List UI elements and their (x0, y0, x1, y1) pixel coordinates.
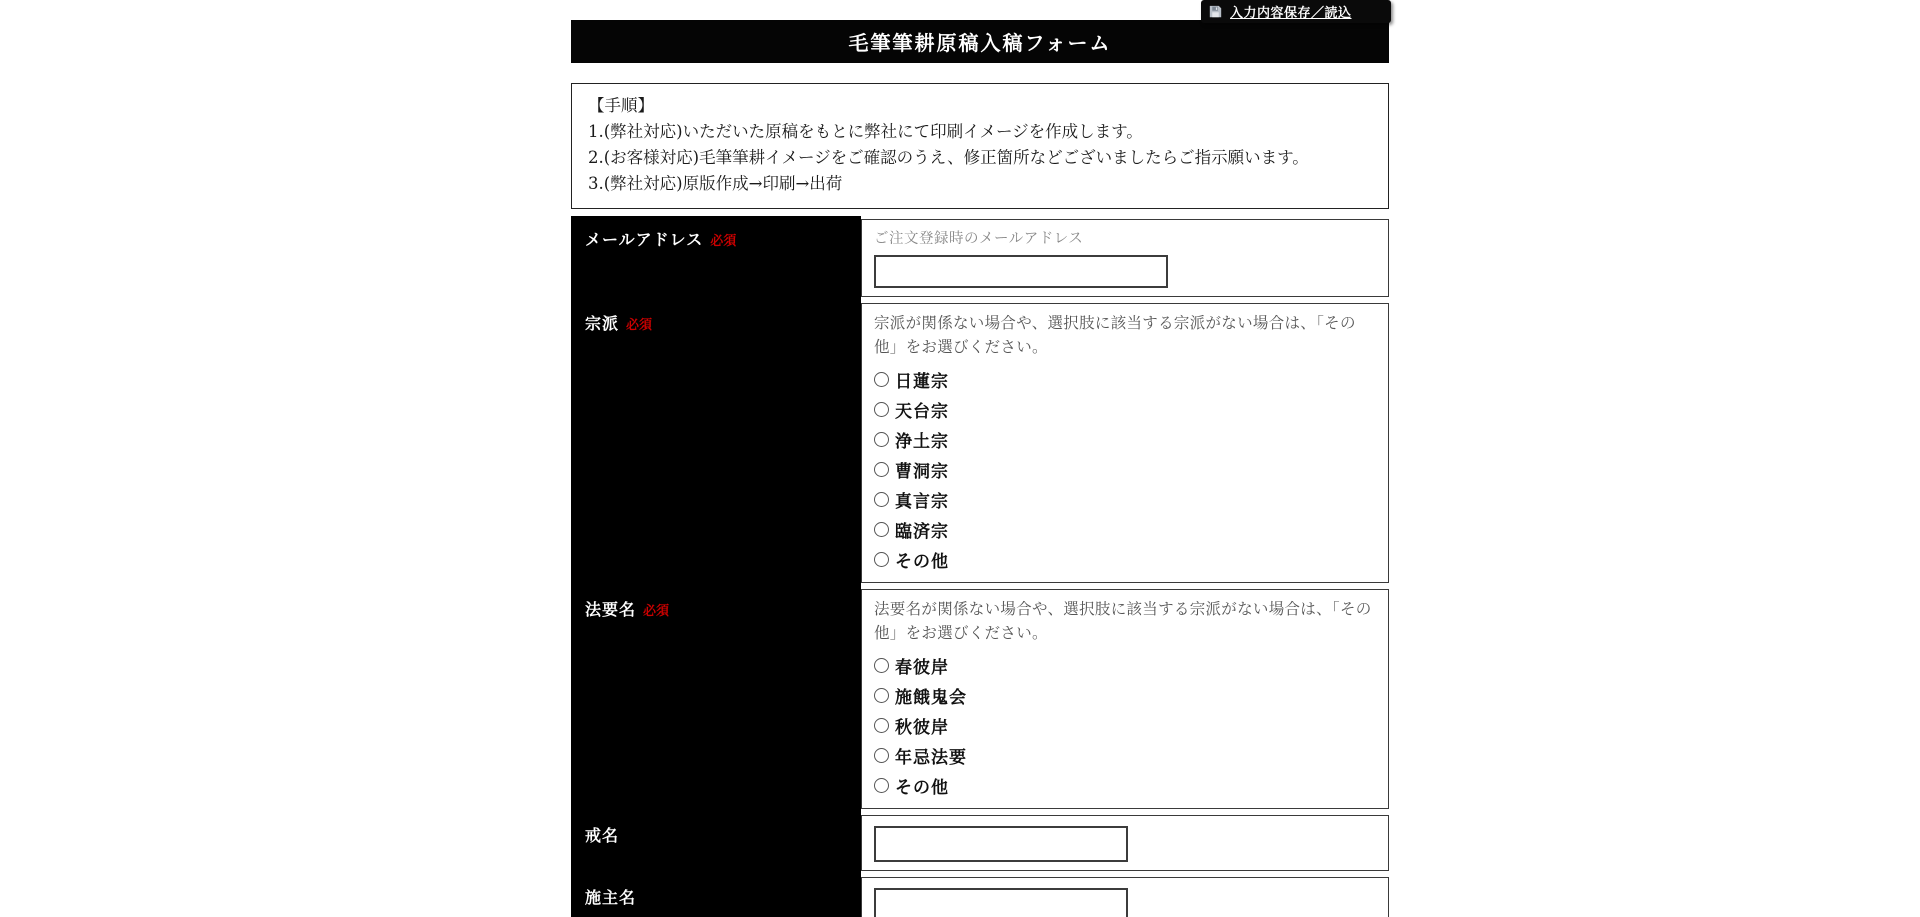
instruction-step: 2.(お客様対応)毛筆筆耕イメージをご確認のうえ、修正箇所などございましたらご指示願います。 (588, 148, 1309, 167)
radio-button[interactable] (874, 402, 889, 417)
instructions-heading: 【手順】 (588, 96, 654, 115)
radio-option[interactable] (874, 740, 1376, 770)
instruction-step: 1.(弊社対応)いただいた原稿をもとに弊社にて印刷イメージを作成します。 (588, 122, 1143, 141)
radio-label: 臨済宗 (895, 521, 949, 542)
form-row-sect (571, 300, 1389, 586)
radio-button[interactable] (874, 748, 889, 763)
form-row-email (571, 216, 1389, 300)
radio-option[interactable] (874, 514, 1376, 544)
radio-button[interactable] (874, 372, 889, 387)
radio-label: 日蓮宗 (895, 371, 949, 392)
instruction-step: 3.(弊社対応)原版作成→印刷→出荷 (588, 174, 843, 193)
radio-option[interactable] (874, 364, 1376, 394)
service-label: 法要名 (585, 600, 637, 619)
radio-label: 秋彼岸 (895, 717, 949, 738)
page-title: 毛筆筆耕原稿入稿フォーム (571, 20, 1389, 63)
radio-label: 曹洞宗 (895, 461, 949, 482)
radio-label: 天台宗 (895, 401, 949, 422)
required-badge: 必須 (643, 604, 670, 619)
kaimyo-field[interactable] (874, 826, 1128, 862)
radio-label: 年忌法要 (895, 747, 967, 768)
radio-option[interactable] (874, 454, 1376, 484)
kaimyo-label: 戒名 (585, 826, 620, 845)
form-row-kaimyo (571, 812, 1389, 874)
radio-label: 浄土宗 (895, 431, 949, 452)
required-badge: 必須 (626, 318, 653, 333)
sect-label: 宗派 (585, 314, 620, 333)
form-page-content (571, 0, 1389, 917)
service-content-cell (861, 589, 1389, 809)
radio-label: その他 (895, 777, 949, 798)
radio-button[interactable] (874, 552, 889, 567)
email-label: メールアドレス (585, 230, 704, 249)
donor-content-cell (861, 877, 1389, 917)
sect-content-cell (861, 303, 1389, 583)
email-label-cell (571, 216, 861, 300)
donor-field[interactable] (874, 888, 1128, 917)
radio-button[interactable] (874, 492, 889, 507)
radio-option[interactable] (874, 710, 1376, 740)
radio-option[interactable] (874, 650, 1376, 680)
radio-option[interactable] (874, 394, 1376, 424)
radio-label: 施餓鬼会 (895, 687, 967, 708)
sect-label-cell (571, 300, 861, 586)
radio-button[interactable] (874, 522, 889, 537)
radio-option[interactable] (874, 770, 1376, 800)
service-radio-group (874, 650, 1376, 800)
radio-button[interactable] (874, 658, 889, 673)
radio-option[interactable] (874, 484, 1376, 514)
save-load-button[interactable] (1201, 0, 1391, 23)
email-content-cell (861, 219, 1389, 297)
donor-label-cell (571, 874, 861, 917)
save-load-label: 入力内容保存／読込 (1230, 6, 1352, 21)
radio-option[interactable] (874, 544, 1376, 574)
donor-label: 施主名 (585, 888, 637, 907)
required-badge: 必須 (710, 234, 737, 249)
radio-button[interactable] (874, 718, 889, 733)
radio-button[interactable] (874, 688, 889, 703)
floppy-disk-icon (1209, 5, 1222, 18)
email-field[interactable] (874, 255, 1168, 288)
email-hint: ご注文登録時のメールアドレス (874, 231, 1084, 247)
radio-label: 春彼岸 (895, 657, 949, 678)
radio-option[interactable] (874, 680, 1376, 710)
kaimyo-label-cell (571, 812, 861, 874)
radio-option[interactable] (874, 424, 1376, 454)
radio-label: その他 (895, 551, 949, 572)
radio-button[interactable] (874, 432, 889, 447)
submission-form (571, 216, 1389, 917)
form-row-donor (571, 874, 1389, 917)
sect-description: 宗派が関係ない場合や、選択肢に該当する宗派がない場合は、「その他」をお選びください。 (874, 314, 1356, 356)
service-description: 法要名が関係ない場合や、選択肢に該当する宗派がない場合は、「その他」をお選びください。 (874, 600, 1372, 642)
kaimyo-content-cell (861, 815, 1389, 871)
radio-button[interactable] (874, 778, 889, 793)
form-row-service (571, 586, 1389, 812)
sect-radio-group (874, 364, 1376, 574)
radio-button[interactable] (874, 462, 889, 477)
radio-label: 真言宗 (895, 491, 949, 512)
instructions-box (571, 83, 1389, 209)
service-label-cell (571, 586, 861, 812)
